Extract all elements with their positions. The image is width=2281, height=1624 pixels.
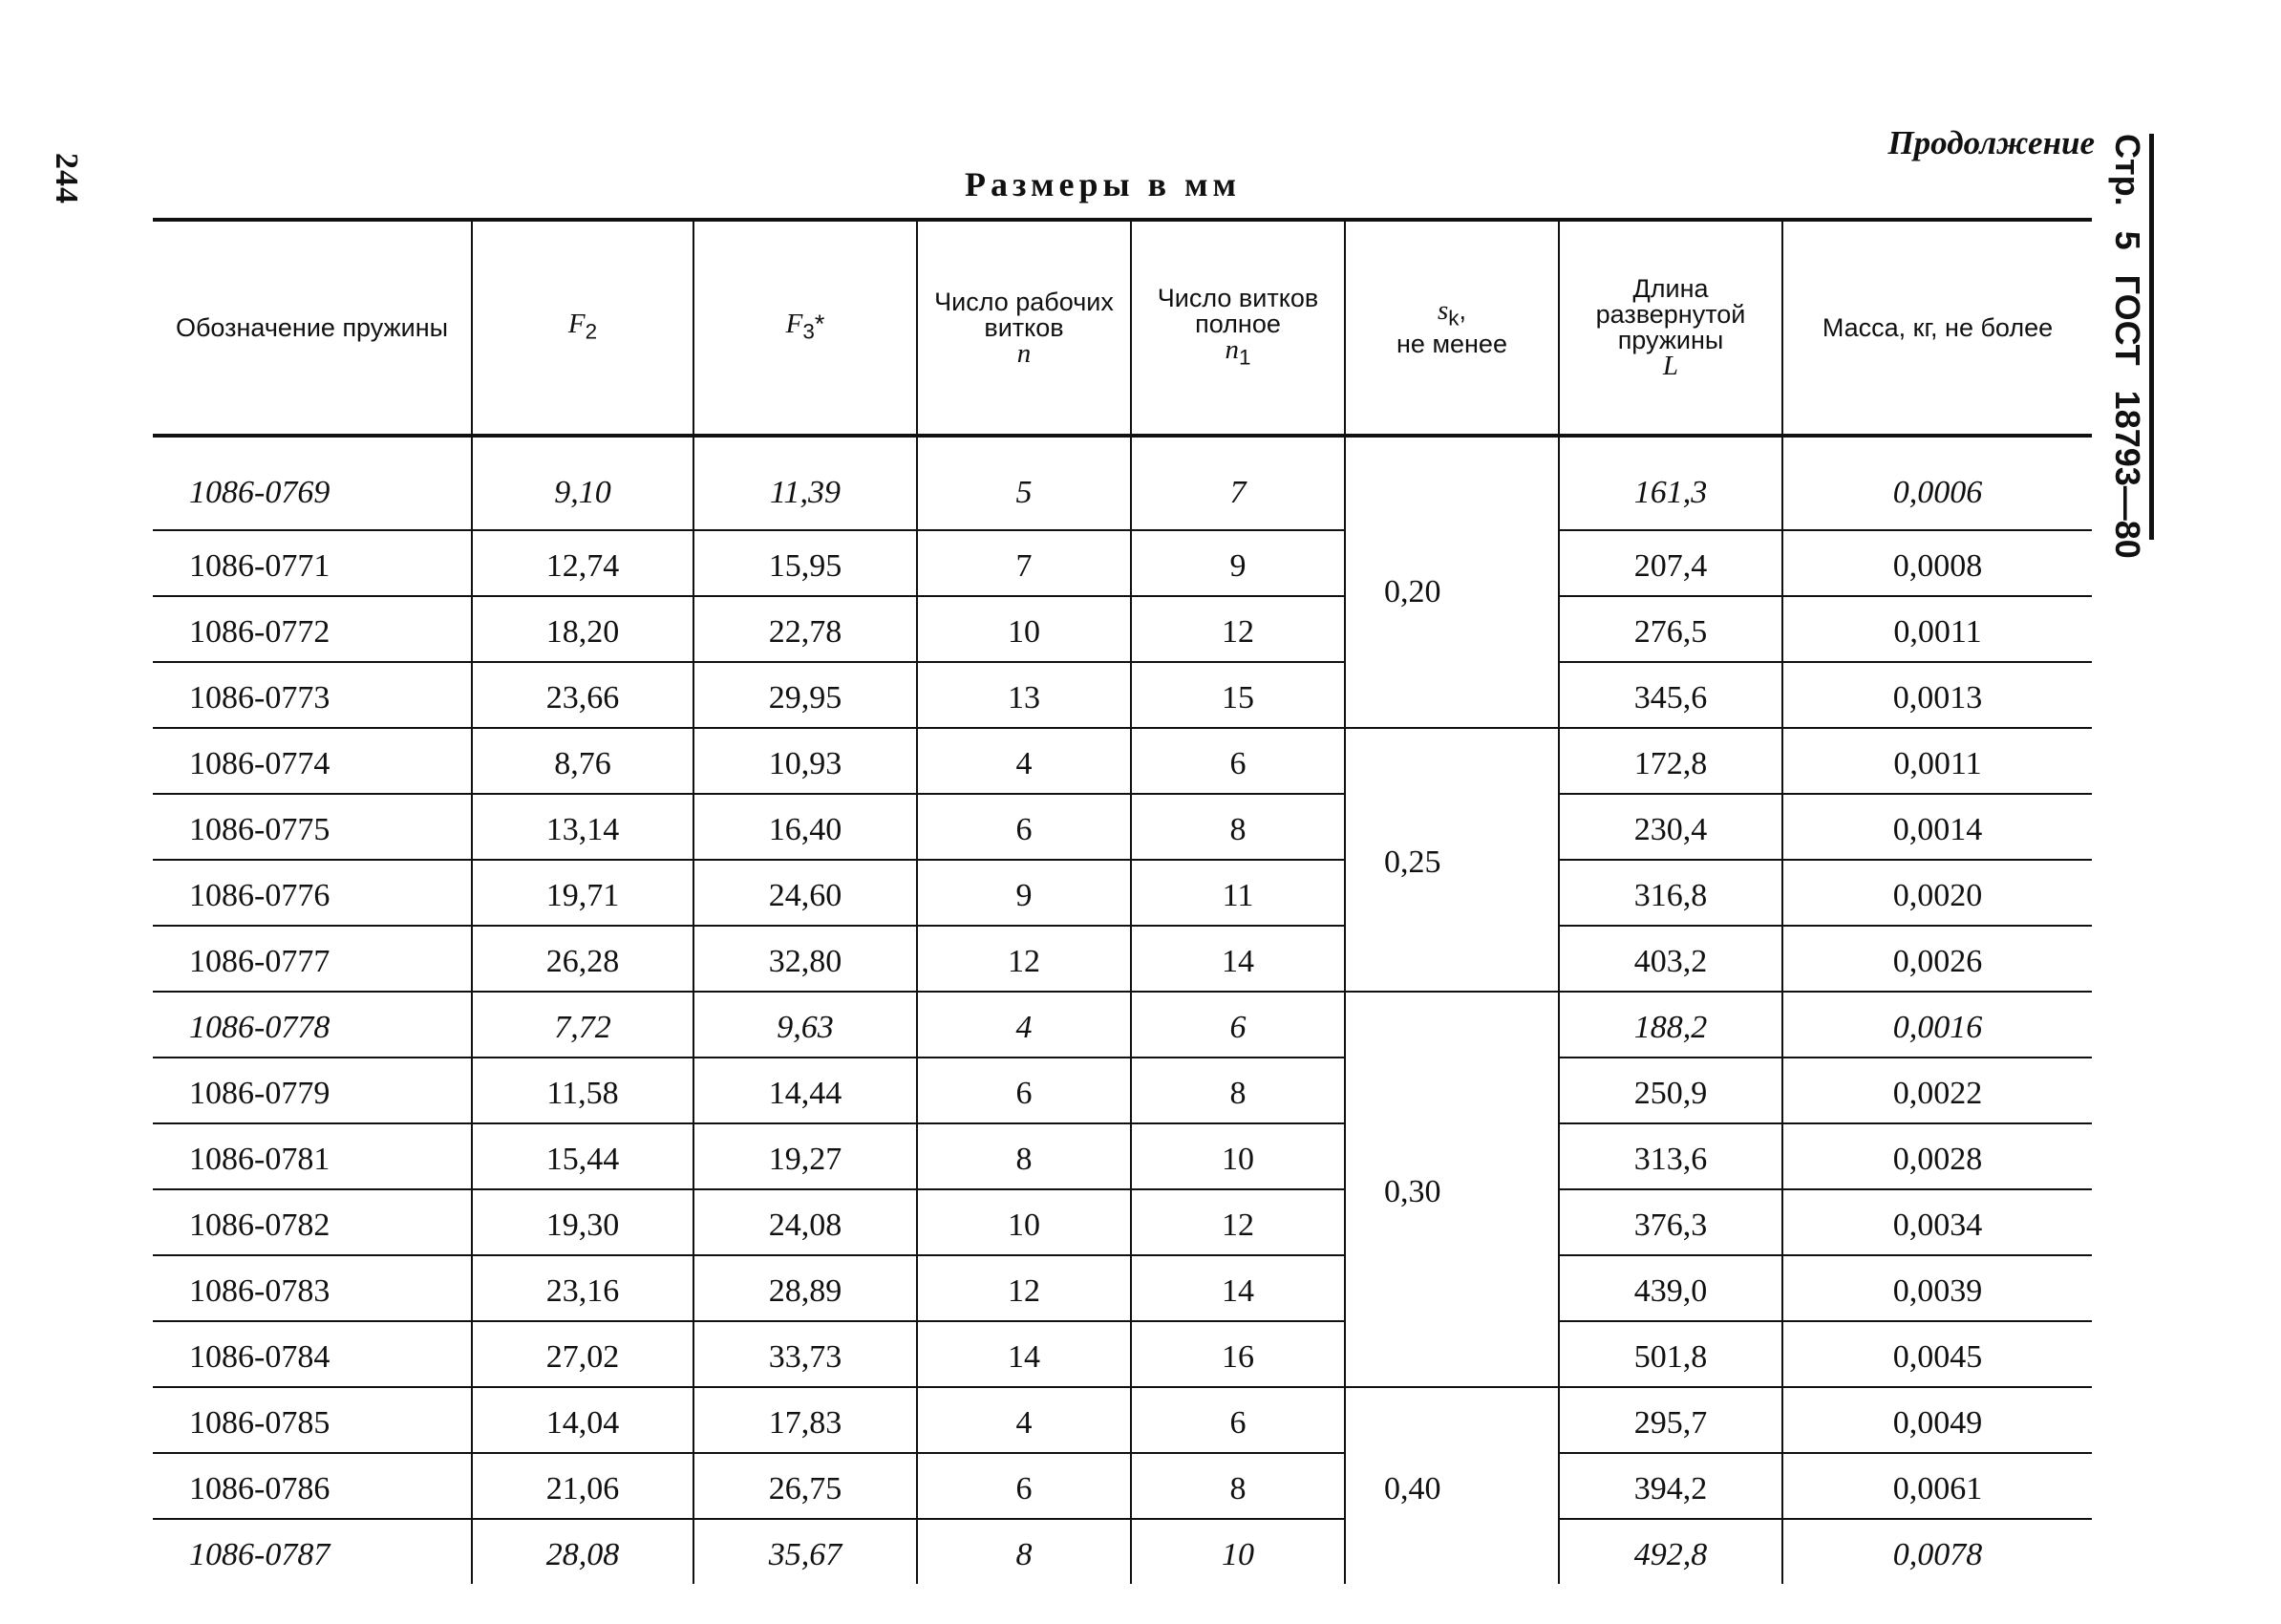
cell-working-turns: 10: [917, 596, 1131, 662]
cell-f2: 13,14: [472, 794, 693, 860]
cell-working-turns: 6: [917, 794, 1131, 860]
cell-working-turns: 7: [917, 530, 1131, 596]
cell-working-turns: 8: [917, 1519, 1131, 1586]
cell-f2: 19,71: [472, 860, 693, 926]
cell-f2: 23,16: [472, 1255, 693, 1321]
cell-f2: 7,72: [472, 992, 693, 1058]
cell-length: 501,8: [1559, 1321, 1782, 1387]
cell-length: 376,3: [1559, 1189, 1782, 1255]
cell-f2: 28,08: [472, 1519, 693, 1586]
cell-total-turns: 9: [1131, 530, 1345, 596]
cell-f3: 29,95: [693, 662, 917, 728]
cell-sk-group: 0,40: [1345, 1387, 1559, 1586]
spring-dimensions-table: [153, 218, 2092, 1588]
header-f2: $F_2$: [472, 220, 693, 436]
cell-working-turns: 6: [917, 1453, 1131, 1519]
cell-designation: 1086-0769: [153, 436, 472, 530]
cell-total-turns: 10: [1131, 1519, 1345, 1586]
cell-working-turns: 6: [917, 1058, 1131, 1123]
cell-working-turns: 8: [917, 1123, 1131, 1189]
cell-total-turns: 6: [1131, 992, 1345, 1058]
cell-designation: 1086-0774: [153, 728, 472, 794]
cell-designation: 1086-0776: [153, 860, 472, 926]
cell-length: 230,4: [1559, 794, 1782, 860]
table-row: [153, 728, 2092, 794]
cell-mass: 0,0016: [1782, 992, 2092, 1058]
header-row: [153, 220, 2092, 436]
table-row: [153, 1387, 2092, 1453]
cell-working-turns: 9: [917, 860, 1131, 926]
cell-total-turns: 10: [1131, 1123, 1345, 1189]
cell-total-turns: 12: [1131, 596, 1345, 662]
cell-total-turns: 15: [1131, 662, 1345, 728]
cell-designation: 1086-0777: [153, 926, 472, 992]
cell-working-turns: 14: [917, 1321, 1131, 1387]
cell-designation: 1086-0772: [153, 596, 472, 662]
cell-mass: 0,0022: [1782, 1058, 2092, 1123]
cell-mass: 0,0045: [1782, 1321, 2092, 1387]
cell-f2: 21,06: [472, 1453, 693, 1519]
cell-designation: 1086-0787: [153, 1519, 472, 1586]
cell-f3: 26,75: [693, 1453, 917, 1519]
cell-total-turns: 6: [1131, 1387, 1345, 1453]
cell-total-turns: 11: [1131, 860, 1345, 926]
table-row: [153, 1519, 2092, 1586]
table-row: [153, 1321, 2092, 1387]
cell-f3: 17,83: [693, 1387, 917, 1453]
cell-mass: 0,0011: [1782, 596, 2092, 662]
cell-mass: 0,0061: [1782, 1453, 2092, 1519]
cell-length: 439,0: [1559, 1255, 1782, 1321]
cell-designation: 1086-0773: [153, 662, 472, 728]
cell-total-turns: 8: [1131, 794, 1345, 860]
cell-total-turns: 14: [1131, 926, 1345, 992]
cell-f2: 19,30: [472, 1189, 693, 1255]
cell-working-turns: 10: [917, 1189, 1131, 1255]
cell-f2: 9,10: [472, 436, 693, 530]
cell-total-turns: 8: [1131, 1058, 1345, 1123]
cell-f2: 27,02: [472, 1321, 693, 1387]
cell-designation: 1086-0775: [153, 794, 472, 860]
cell-designation: 1086-0786: [153, 1453, 472, 1519]
cell-total-turns: 6: [1131, 728, 1345, 794]
cell-f3: 28,89: [693, 1255, 917, 1321]
cell-length: 276,5: [1559, 596, 1782, 662]
cell-designation: 1086-0785: [153, 1387, 472, 1453]
cell-length: 313,6: [1559, 1123, 1782, 1189]
cell-designation: 1086-0782: [153, 1189, 472, 1255]
cell-working-turns: 12: [917, 926, 1131, 992]
cell-mass: 0,0028: [1782, 1123, 2092, 1189]
cell-working-turns: 4: [917, 992, 1131, 1058]
cell-f3: 16,40: [693, 794, 917, 860]
cell-total-turns: 12: [1131, 1189, 1345, 1255]
table-row: [153, 1453, 2092, 1519]
table-row: [153, 436, 2092, 530]
cell-f3: 24,60: [693, 860, 917, 926]
header-working-turns: Число рабочих витков n: [917, 220, 1131, 436]
standard-reference: Стр. 5 ГОСТ 18793—80: [2108, 134, 2147, 559]
cell-f3: 19,27: [693, 1123, 917, 1189]
cell-f3: 22,78: [693, 596, 917, 662]
cell-mass: 0,0078: [1892, 1536, 1983, 1572]
page-number: 244: [49, 153, 84, 204]
cell-sk-group: 0,25: [1345, 728, 1559, 992]
cell-total-turns: 8: [1131, 1453, 1345, 1519]
cell-designation: 1086-0771: [153, 530, 472, 596]
cell-f2: 14,04: [472, 1387, 693, 1453]
cell-mass: 0,0034: [1782, 1189, 2092, 1255]
cell-sk-group: 0,30: [1345, 992, 1559, 1387]
cell-mass: 0,0013: [1782, 662, 2092, 728]
cell-total-turns: 16: [1131, 1321, 1345, 1387]
cell-length: 161,3: [1559, 436, 1782, 530]
cell-f2: 8,76: [472, 728, 693, 794]
table-row: [153, 1123, 2092, 1189]
cell-length: 492,8: [1559, 1519, 1782, 1586]
cell-f3: 32,80: [693, 926, 917, 992]
cell-f2: 23,66: [472, 662, 693, 728]
cell-f3: 11,39: [693, 436, 917, 530]
cell-working-turns: 13: [917, 662, 1131, 728]
cell-length: 250,9: [1559, 1058, 1782, 1123]
cell-length: 172,8: [1559, 728, 1782, 794]
cell-mass: 0,0049: [1782, 1387, 2092, 1453]
continuation-label: Продолжение: [1887, 124, 2095, 161]
table-row: [153, 662, 2092, 728]
cell-length: 188,2: [1559, 992, 1782, 1058]
header-length: Длина развернутой пружины L: [1559, 220, 1782, 436]
cell-length: 403,2: [1559, 926, 1782, 992]
cell-working-turns: 4: [917, 1387, 1131, 1453]
cell-f3: 24,08: [693, 1189, 917, 1255]
cell-total-turns: 14: [1131, 1255, 1345, 1321]
cell-length: 207,4: [1559, 530, 1782, 596]
cell-f3: 33,73: [693, 1321, 917, 1387]
side-rule: [2149, 134, 2154, 540]
cell-f3: 9,63: [693, 992, 917, 1058]
cell-f3: 14,44: [693, 1058, 917, 1123]
cell-length: 316,8: [1559, 860, 1782, 926]
table-row: [153, 794, 2092, 860]
cell-f2: 11,58: [472, 1058, 693, 1123]
cell-f3: 35,67: [693, 1519, 917, 1586]
table-row: [153, 1255, 2092, 1321]
table-row: [153, 1058, 2092, 1123]
cell-mass: 0,0020: [1782, 860, 2092, 926]
cell-sk-group: 0,20: [1345, 436, 1559, 728]
cell-length: 394,2: [1559, 1453, 1782, 1519]
cell-designation: 1086-0783: [153, 1255, 472, 1321]
cell-length: 345,6: [1559, 662, 1782, 728]
cell-mass: 0,0011: [1782, 728, 2092, 794]
cell-length: 295,7: [1559, 1387, 1782, 1453]
cell-mass: 0,0014: [1782, 794, 2092, 860]
table-row: [153, 530, 2092, 596]
header-designation: Обозначение пружины: [153, 220, 472, 436]
header-total-turns: Число витков полное $n_1$: [1131, 220, 1345, 436]
header-mass: Масса, кг, не более: [1782, 220, 2092, 436]
cell-total-turns: 7: [1131, 436, 1345, 530]
cell-f3: 15,95: [693, 530, 917, 596]
units-caption: Размеры в мм: [965, 165, 1242, 203]
cell-f2: 15,44: [472, 1123, 693, 1189]
cell-mass: 0,0006: [1782, 436, 2092, 530]
table-row: [153, 1189, 2092, 1255]
table-row: [153, 860, 2092, 926]
cell-mass: 0,0008: [1782, 530, 2092, 596]
table-row: [153, 596, 2092, 662]
cell-f2: 12,74: [472, 530, 693, 596]
cell-designation: 1086-0779: [153, 1058, 472, 1123]
cell-working-turns: 5: [917, 436, 1131, 530]
table-row: [153, 926, 2092, 992]
cell-designation: 1086-0781: [153, 1123, 472, 1189]
cell-f3: 10,93: [693, 728, 917, 794]
header-f3: $F_3*$: [693, 220, 917, 436]
cell-mass: 0,0039: [1782, 1255, 2092, 1321]
cell-f2: 18,20: [472, 596, 693, 662]
cell-designation: 1086-0778: [153, 992, 472, 1058]
cell-f2: 26,28: [472, 926, 693, 992]
table-row: [153, 992, 2092, 1058]
cell-designation: 1086-0784: [153, 1321, 472, 1387]
cell-working-turns: 4: [917, 728, 1131, 794]
header-sk: $s_k$, не менее: [1345, 220, 1559, 436]
cell-mass: 0,0026: [1782, 926, 2092, 992]
cell-working-turns: 12: [917, 1255, 1131, 1321]
